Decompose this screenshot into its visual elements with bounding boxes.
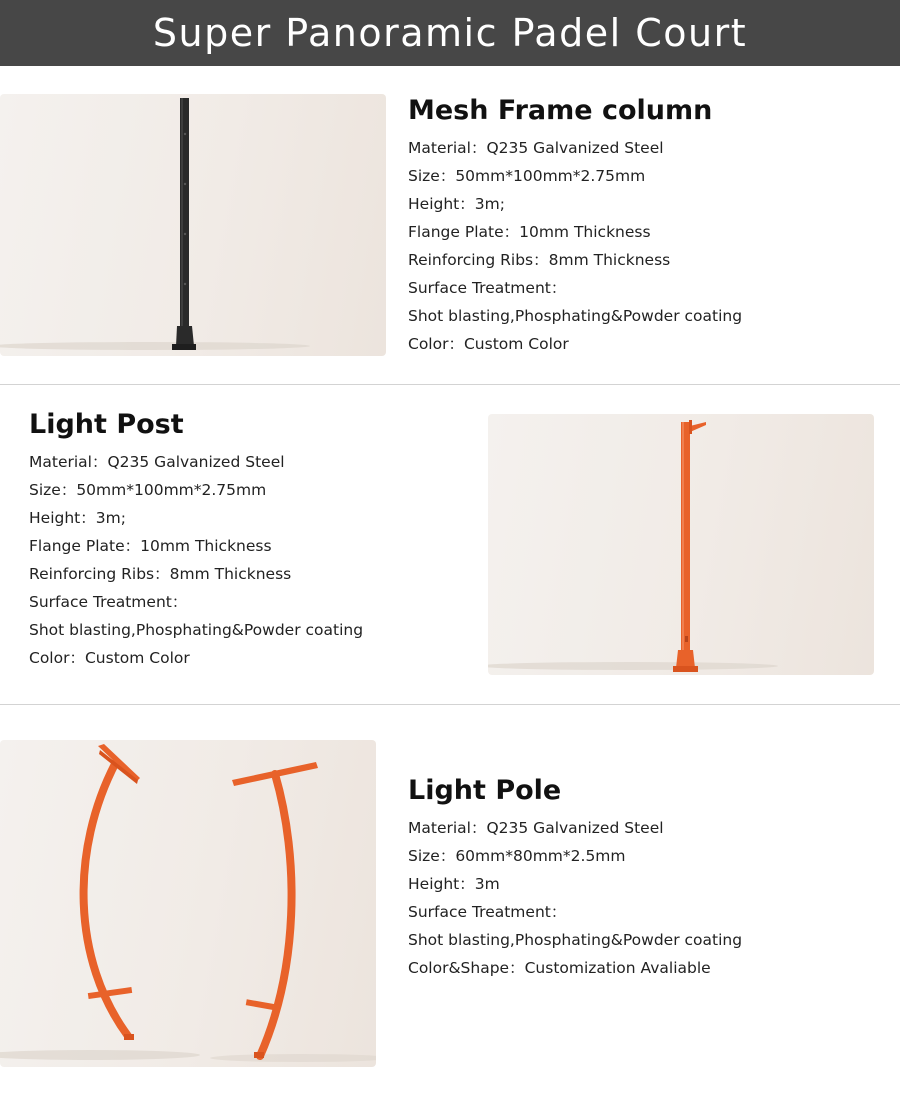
spec-line: Size：50mm*100mm*2.75mm: [408, 167, 646, 185]
spec-line: Material：Q235 Galvanized Steel: [29, 453, 285, 471]
spec-line: Color：Custom Color: [29, 649, 190, 667]
spec-line: Size：50mm*100mm*2.75mm: [29, 481, 267, 499]
spec-line: Flange Plate：10mm Thickness: [408, 223, 651, 241]
spec-line: Reinforcing Ribs：8mm Thickness: [29, 565, 292, 583]
light-post-specs: [29, 409, 363, 672]
spec-line: Surface Treatment：: [408, 279, 567, 297]
spec-line: Material：Q235 Galvanized Steel: [408, 139, 664, 157]
spec-line: Reinforcing Ribs：8mm Thickness: [408, 251, 671, 269]
page-header: [0, 0, 900, 66]
section-title: Light Pole: [408, 775, 562, 806]
spec-line: Surface Treatment：: [408, 903, 567, 921]
spec-line: Height：3m: [408, 875, 500, 893]
spec-line: Material：Q235 Galvanized Steel: [408, 819, 664, 837]
spec-line: Size：60mm*80mm*2.5mm: [408, 847, 626, 865]
spec-line: Shot blasting,Phosphating&Powder coating: [408, 307, 743, 325]
spec-line: Shot blasting,Phosphating&Powder coating: [29, 621, 364, 639]
spec-line: Flange Plate：10mm Thickness: [29, 537, 272, 555]
section-divider: [0, 704, 900, 705]
light-post-image: [488, 414, 874, 675]
section-title: Light Post: [29, 409, 184, 440]
light-pole-specs: [408, 775, 742, 982]
section-title: Mesh Frame column: [408, 95, 713, 126]
spec-line: Height：3m;: [29, 509, 126, 527]
section-divider: [0, 384, 900, 385]
spec-line: Shot blasting,Phosphating&Powder coating: [408, 931, 743, 949]
spec-line: Height：3m;: [408, 195, 505, 213]
spec-line: Color：Custom Color: [408, 335, 569, 353]
spec-line: Surface Treatment：: [29, 593, 188, 611]
mesh-frame-column-specs: [408, 95, 742, 358]
light-pole-image: [0, 740, 376, 1067]
page-title: Super Panoramic Padel Court: [152, 11, 748, 55]
spec-line: Color&Shape：Customization Avaliable: [408, 959, 711, 977]
mesh-frame-column-image: [0, 94, 386, 356]
